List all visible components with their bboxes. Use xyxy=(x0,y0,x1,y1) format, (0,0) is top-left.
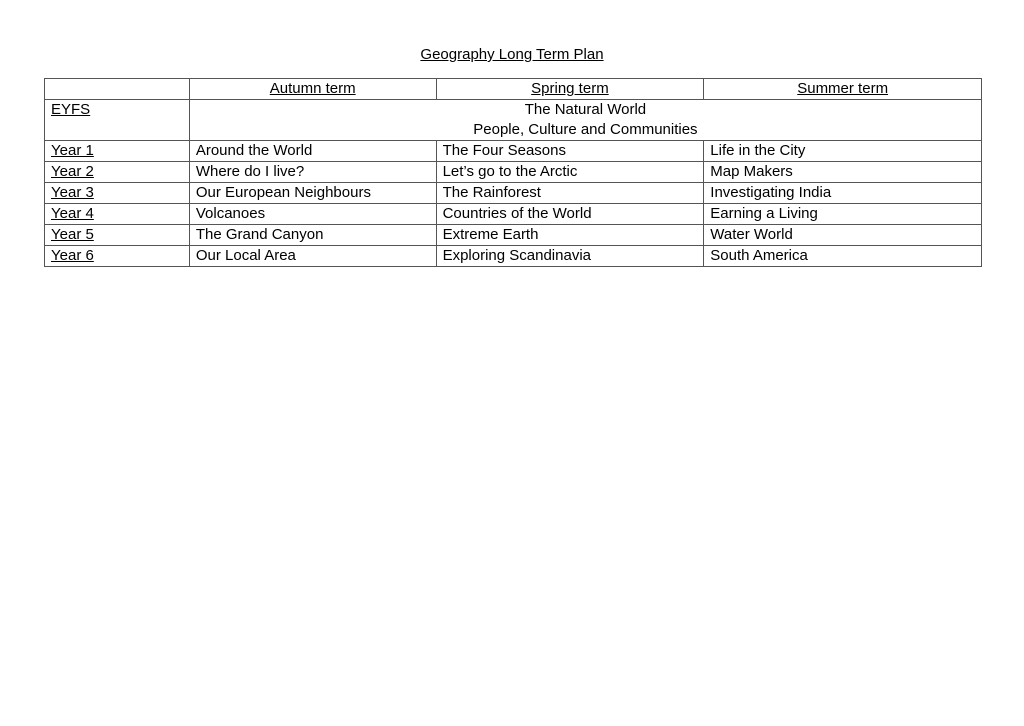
row-label-year: Year 6 xyxy=(45,246,190,267)
summer-topic-cell: Investigating India xyxy=(704,183,982,204)
header-summer-term: Summer term xyxy=(704,79,982,100)
long-term-plan-table xyxy=(44,78,982,267)
table-row xyxy=(45,183,982,204)
table-row xyxy=(45,246,982,267)
row-label-eyfs: EYFS xyxy=(45,100,190,141)
spring-topic-cell: The Rainforest xyxy=(436,183,704,204)
spring-topic-cell: Countries of the World xyxy=(436,204,704,225)
row-label-year: Year 5 xyxy=(45,225,190,246)
corner-cell xyxy=(45,79,190,100)
eyfs-topics-cell xyxy=(189,100,981,141)
row-label-year: Year 4 xyxy=(45,204,190,225)
row-label-year: Year 3 xyxy=(45,183,190,204)
table-row xyxy=(45,141,982,162)
autumn-topic-cell: Volcanoes xyxy=(189,204,436,225)
header-autumn-term: Autumn term xyxy=(189,79,436,100)
page-title: Geography Long Term Plan xyxy=(420,46,604,63)
table-row xyxy=(45,204,982,225)
table-row xyxy=(45,162,982,183)
summer-topic-cell: South America xyxy=(704,246,982,267)
autumn-topic-cell: Our European Neighbours xyxy=(189,183,436,204)
table-row-eyfs xyxy=(45,100,982,141)
spring-topic-cell: The Four Seasons xyxy=(436,141,704,162)
spring-topic-cell: Let’s go to the Arctic xyxy=(436,162,704,183)
spring-topic-cell: Extreme Earth xyxy=(436,225,704,246)
autumn-topic-cell: The Grand Canyon xyxy=(189,225,436,246)
summer-topic-cell: Life in the City xyxy=(704,141,982,162)
autumn-topic-cell: Our Local Area xyxy=(189,246,436,267)
eyfs-topic-line: The Natural World xyxy=(524,101,647,118)
autumn-topic-cell: Around the World xyxy=(189,141,436,162)
summer-topic-cell: Earning a Living xyxy=(704,204,982,225)
row-label-year: Year 2 xyxy=(45,162,190,183)
row-label-year: Year 1 xyxy=(45,141,190,162)
table-row xyxy=(45,225,982,246)
summer-topic-cell: Water World xyxy=(704,225,982,246)
eyfs-topic-line: People, Culture and Communities xyxy=(473,121,698,138)
autumn-topic-cell: Where do I live? xyxy=(189,162,436,183)
header-row xyxy=(45,79,982,100)
header-spring-term: Spring term xyxy=(436,79,704,100)
spring-topic-cell: Exploring Scandinavia xyxy=(436,246,704,267)
summer-topic-cell: Map Makers xyxy=(704,162,982,183)
